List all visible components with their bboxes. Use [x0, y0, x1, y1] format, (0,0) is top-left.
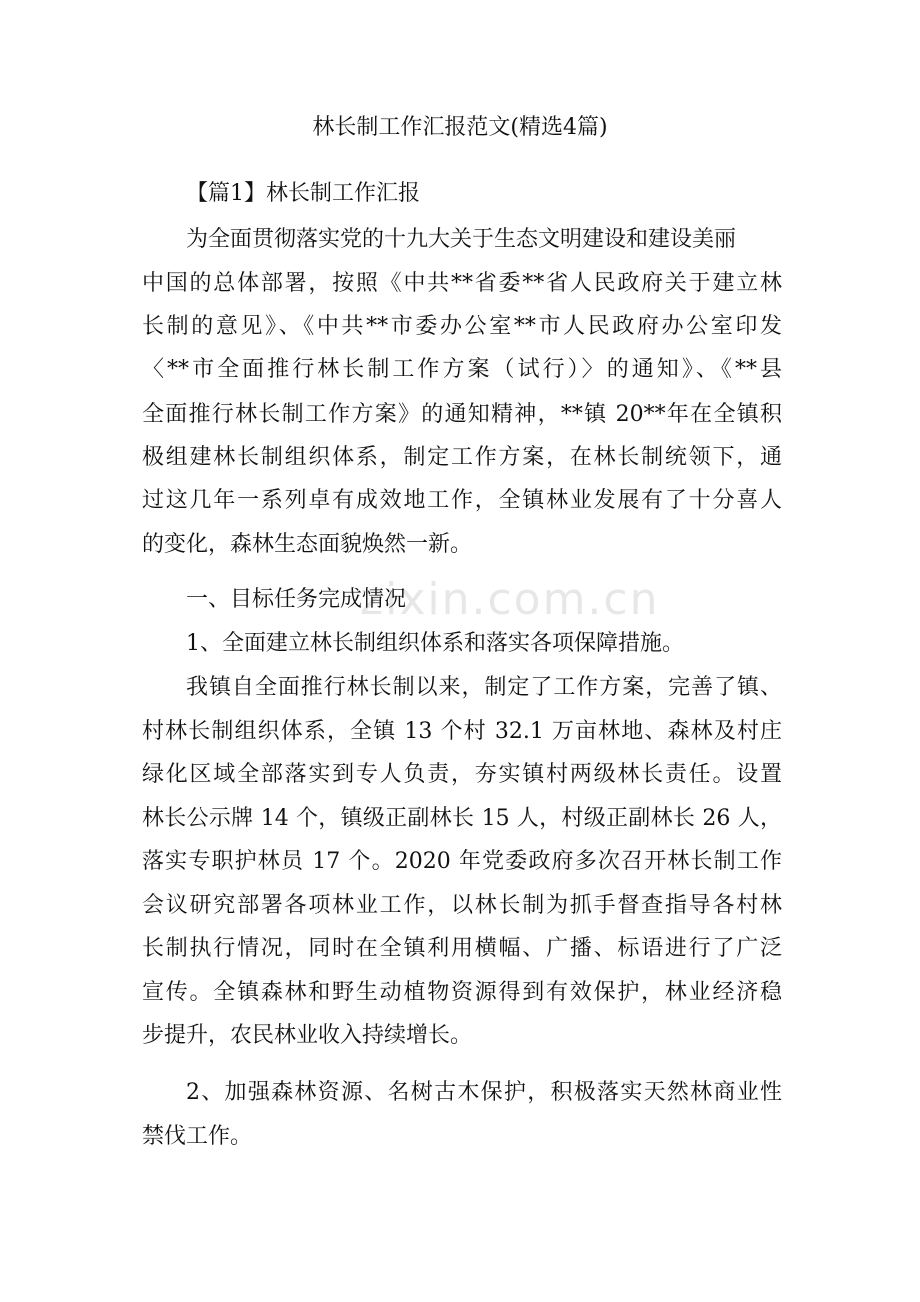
- paragraph-1-line-4: 〈**市全面推行林长制工作方案（试行）〉的通知》、《**县: [142, 357, 782, 382]
- paragraph-2-line-4: 林长公示牌 14 个，镇级正副林长 15 人，村级正副林长 26 人，: [142, 806, 782, 831]
- paragraph-2-line-3: 绿化区域全部落实到专人负责，夯实镇村两级林长责任。设置: [142, 762, 782, 787]
- paragraph-1-line-7: 过这几年一系列卓有成效地工作，全镇林业发展有了十分喜人: [142, 488, 782, 513]
- paragraph-2-line-8: 宣传。全镇森林和野生动植物资源得到有效保护，林业经济稳: [142, 980, 782, 1005]
- paragraph-1-line-3: 长制的意见》、《中共**市委办公室**市人民政府办公室印发: [142, 314, 782, 339]
- paragraph-2-line-9: 步提升，农民林业收入持续增长。: [142, 1023, 473, 1048]
- item-1-title: 1、全面建立林长制组织体系和落实各项保障措施。: [186, 631, 684, 656]
- section-heading: 【篇1】林长制工作汇报: [186, 181, 420, 206]
- item-2-line-2: 禁伐工作。: [142, 1124, 253, 1149]
- paragraph-1-line-2: 中国的总体部署，按照《中共**省委**省人民政府关于建立林: [142, 271, 782, 296]
- paragraph-2-line-7: 长制执行情况，同时在全镇利用横幅、广播、标语进行了广泛: [142, 936, 782, 961]
- paragraph-1-line-6: 极组建林长制组织体系，制定工作方案，在林长制统领下，通: [142, 445, 782, 470]
- paragraph-2-line-5: 落实专职护林员 17 个。2020 年党委政府多次召开林长制工作: [142, 849, 782, 874]
- item-2-line-1: 2、加强森林资源、名树古木保护，积极落实天然林商业性: [186, 1080, 782, 1105]
- paragraph-1-line-1: 为全面贯彻落实党的十九大关于生态文明建设和建设美丽: [186, 227, 737, 252]
- paragraph-2-line-2: 村林长制组织体系，全镇 13 个村 32.1 万亩林地、森林及村庄: [142, 719, 782, 744]
- paragraph-2-line-6: 会议研究部署各项林业工作，以林长制为抓手督查指导各村林: [142, 893, 782, 918]
- paragraph-2-line-1: 我镇自全面推行林长制以来，制定了工作方案，完善了镇、: [186, 675, 782, 700]
- paragraph-1-line-8: 的变化，森林生态面貌焕然一新。: [142, 532, 473, 557]
- subheading-1: 一、目标任务完成情况: [186, 587, 407, 612]
- paragraph-1-line-5: 全面推行林长制工作方案》的通知精神，**镇 20**年在全镇积: [142, 402, 782, 427]
- watermark: zixin.com.cn: [360, 574, 660, 625]
- document-title: 林长制工作汇报范文(精选4篇): [312, 115, 608, 140]
